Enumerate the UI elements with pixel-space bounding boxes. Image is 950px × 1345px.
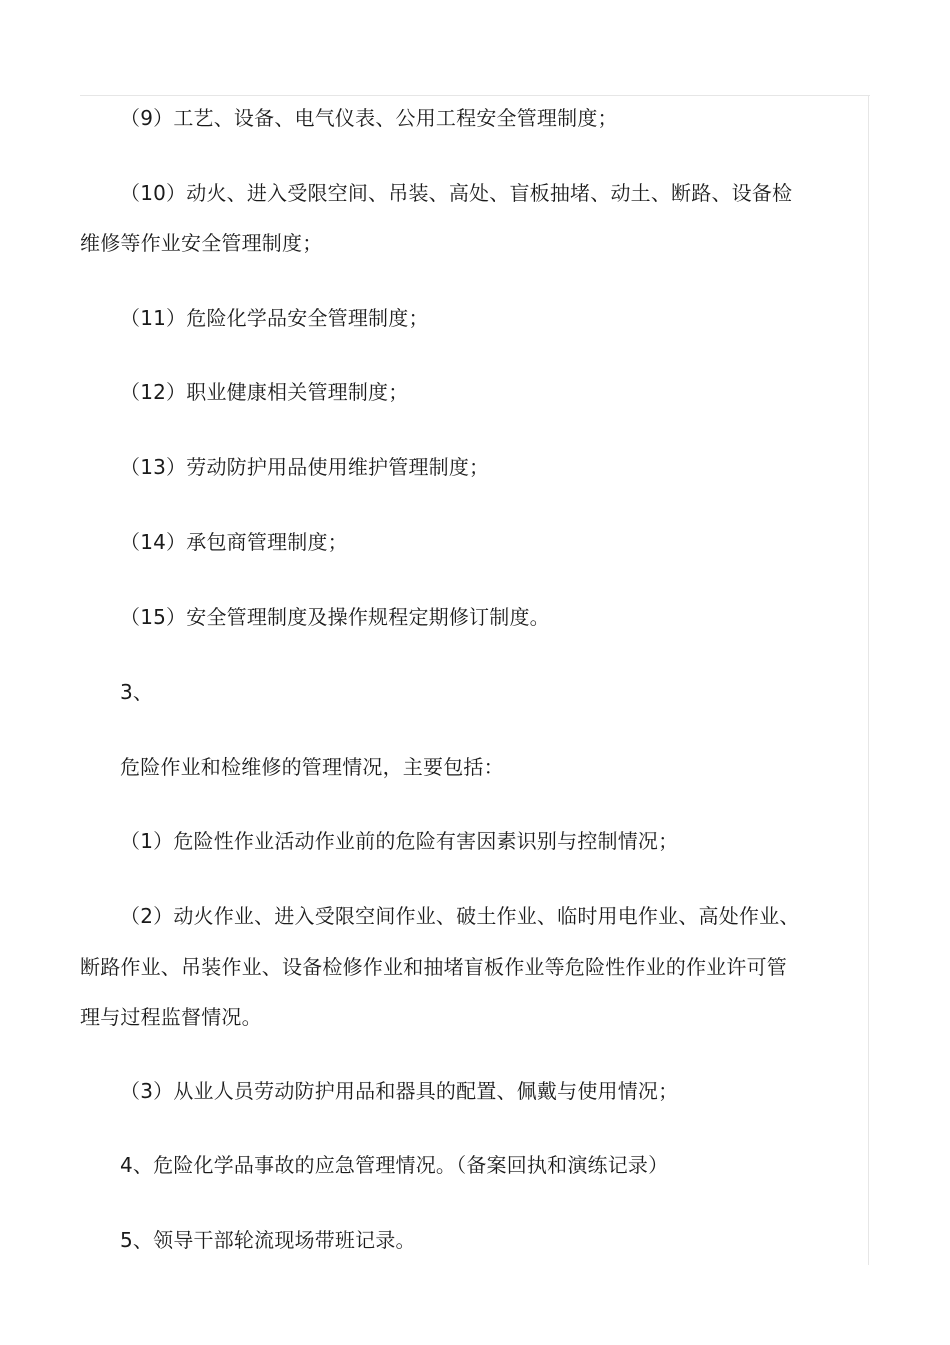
- page-frame-top-border: [80, 95, 870, 96]
- section-3-item-2-line-3: 理与过程监督情况。: [80, 1005, 262, 1029]
- section-3-heading: 危险作业和检维修的管理情况，主要包括：: [120, 755, 504, 779]
- item-11: （11）危险化学品安全管理制度；: [120, 306, 429, 330]
- section-3-item-2-line-1: （2）动火作业、进入受限空间作业、破土作业、临时用电作业、高处作业、: [120, 904, 800, 928]
- item-10-line-2: 维修等作业安全管理制度；: [80, 231, 323, 255]
- item-12: （12）职业健康相关管理制度；: [120, 380, 409, 404]
- section-3-item-2-line-2: 断路作业、吊装作业、设备检修作业和抽堵盲板作业等危险性作业的作业许可管: [80, 955, 787, 979]
- section-5: 5、领导干部轮流现场带班记录。: [120, 1228, 416, 1252]
- item-14: （14）承包商管理制度；: [120, 530, 348, 554]
- section-4: 4、危险化学品事故的应急管理情况。（备案回执和演练记录）: [120, 1153, 669, 1177]
- item-10-line-1: （10）动火、进入受限空间、吊装、高处、盲板抽堵、动土、断路、设备检: [120, 181, 793, 205]
- section-3-item-1: （1）危险性作业活动作业前的危险有害因素识别与控制情况；: [120, 829, 679, 853]
- item-9: （9）工艺、设备、电气仪表、公用工程安全管理制度；: [120, 106, 618, 130]
- section-3-item-3: （3）从业人员劳动防护用品和器具的配置、佩戴与使用情况；: [120, 1079, 679, 1103]
- item-15: （15）安全管理制度及操作规程定期修订制度。: [120, 605, 550, 629]
- section-3-number: 3、: [120, 680, 154, 704]
- item-13: （13）劳动防护用品使用维护管理制度；: [120, 455, 490, 479]
